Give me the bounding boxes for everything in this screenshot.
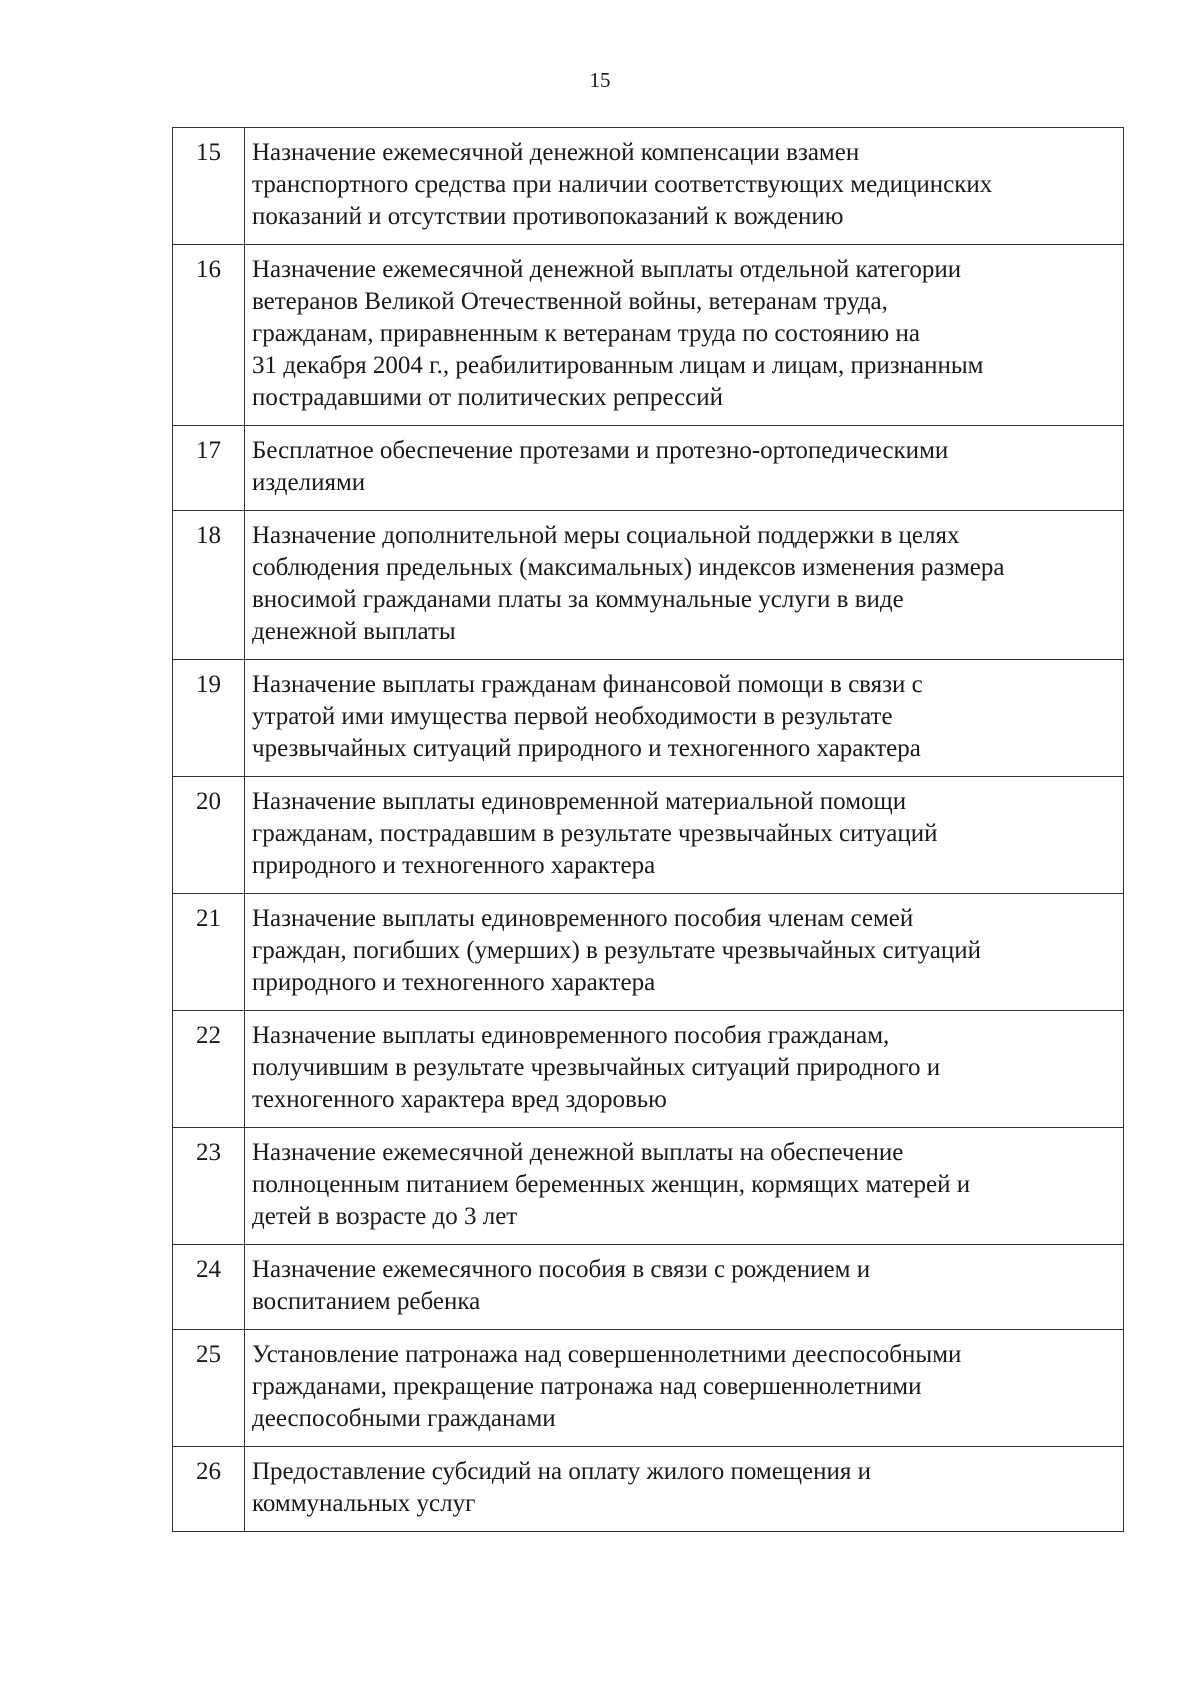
service-name-line: Назначение выплаты единовременной материальной помощи xyxy=(252,788,907,815)
row-number-cell: 19 xyxy=(173,660,245,777)
row-number-cell: 24 xyxy=(173,1245,245,1330)
service-name-line: 31 декабря 2004 г., реабилитированным лицам и лицам, признанным xyxy=(252,352,984,379)
service-name-line: изделиями xyxy=(252,469,366,496)
service-name-cell xyxy=(245,777,1124,894)
service-name-line: воспитанием ребенка xyxy=(252,1288,481,1315)
service-name-line: Назначение дополнительной меры социальной поддержки в целях xyxy=(252,522,960,549)
row-number-cell: 18 xyxy=(173,511,245,660)
service-name-line: соблюдения предельных (максимальных) индексов изменения размера xyxy=(252,554,1005,581)
table-row xyxy=(173,245,1124,426)
service-name-line: пострадавшими от политических репрессий xyxy=(252,384,723,411)
service-name-line: коммунальных услуг xyxy=(252,1490,476,1517)
service-name-cell xyxy=(245,1330,1124,1447)
service-name-cell xyxy=(245,1011,1124,1128)
row-number-cell: 23 xyxy=(173,1128,245,1245)
service-name-line: вносимой гражданами платы за коммунальные услуги в виде xyxy=(252,586,904,613)
table-row xyxy=(173,1128,1124,1245)
row-number-cell: 20 xyxy=(173,777,245,894)
service-name-line: дееспособными гражданами xyxy=(252,1405,556,1432)
service-name-cell xyxy=(245,894,1124,1011)
table-row xyxy=(173,777,1124,894)
service-name-cell xyxy=(245,1128,1124,1245)
service-name-cell xyxy=(245,1447,1124,1532)
service-name-line: природного и техногенного характера xyxy=(252,969,656,996)
service-name-line: транспортного средства при наличии соответствующих медицинских xyxy=(252,171,993,198)
service-name-line: природного и техногенного характера xyxy=(252,852,656,879)
service-name-line: Назначение ежемесячной денежной компенсации взамен xyxy=(252,139,860,166)
service-name-cell xyxy=(245,128,1124,245)
service-name-cell xyxy=(245,245,1124,426)
service-name-line: техногенного характера вред здоровью xyxy=(252,1086,667,1113)
service-name-line: Назначение ежемесячной денежной выплаты отдельной категории xyxy=(252,256,962,283)
table-row xyxy=(173,128,1124,245)
row-number-cell: 26 xyxy=(173,1447,245,1532)
table-row xyxy=(173,894,1124,1011)
service-name-line: ветеранов Великой Отечественной войны, ветеранам труда, xyxy=(252,288,888,315)
service-name-cell xyxy=(245,511,1124,660)
service-name-line: Назначение ежемесячной денежной выплаты на обеспечение xyxy=(252,1139,904,1166)
table-row xyxy=(173,1011,1124,1128)
row-number-cell: 17 xyxy=(173,426,245,511)
row-number-cell: 25 xyxy=(173,1330,245,1447)
row-number-cell: 15 xyxy=(173,128,245,245)
service-name-line: гражданам, пострадавшим в результате чрезвычайных ситуаций xyxy=(252,820,938,847)
service-name-line: Назначение выплаты единовременного пособия гражданам, xyxy=(252,1022,890,1049)
service-name-line: граждан, погибших (умерших) в результате чрезвычайных ситуаций xyxy=(252,937,982,964)
service-name-line: денежной выплаты xyxy=(252,618,456,645)
service-name-line: гражданами, прекращение патронажа над совершеннолетними xyxy=(252,1373,922,1400)
services-table-body xyxy=(173,128,1124,1532)
table-row xyxy=(173,1245,1124,1330)
table-row xyxy=(173,511,1124,660)
service-name-cell xyxy=(245,426,1124,511)
service-name-cell xyxy=(245,1245,1124,1330)
table-row xyxy=(173,1447,1124,1532)
table-row xyxy=(173,1330,1124,1447)
services-table xyxy=(172,127,1124,1532)
service-name-line: полноценным питанием беременных женщин, кормящих матерей и xyxy=(252,1171,971,1198)
service-name-line: утратой ими имущества первой необходимости в результате xyxy=(252,703,893,730)
service-name-line: Предоставление субсидий на оплату жилого помещения и xyxy=(252,1458,872,1485)
page-number: 15 xyxy=(589,68,611,92)
service-name-line: Бесплатное обеспечение протезами и протезно-ортопедическими xyxy=(252,437,949,464)
table-row xyxy=(173,660,1124,777)
service-name-line: получившим в результате чрезвычайных ситуаций природного и xyxy=(252,1054,941,1081)
service-name-line: показаний и отсутствии противопоказаний к вождению xyxy=(252,203,844,230)
service-name-line: чрезвычайных ситуаций природного и техногенного характера xyxy=(252,735,921,762)
service-name-line: Установление патронажа над совершеннолетними дееспособными xyxy=(252,1341,962,1368)
service-name-cell xyxy=(245,660,1124,777)
table-row xyxy=(173,426,1124,511)
service-name-line: детей в возрасте до 3 лет xyxy=(252,1203,518,1230)
service-name-line: Назначение выплаты единовременного пособия членам семей xyxy=(252,905,914,932)
row-number-cell: 16 xyxy=(173,245,245,426)
service-name-line: гражданам, приравненным к ветеранам труда по состоянию на xyxy=(252,320,920,347)
service-name-line: Назначение выплаты гражданам финансовой помощи в связи с xyxy=(252,671,923,698)
row-number-cell: 22 xyxy=(173,1011,245,1128)
row-number-cell: 21 xyxy=(173,894,245,1011)
service-name-line: Назначение ежемесячного пособия в связи с рождением и xyxy=(252,1256,871,1283)
